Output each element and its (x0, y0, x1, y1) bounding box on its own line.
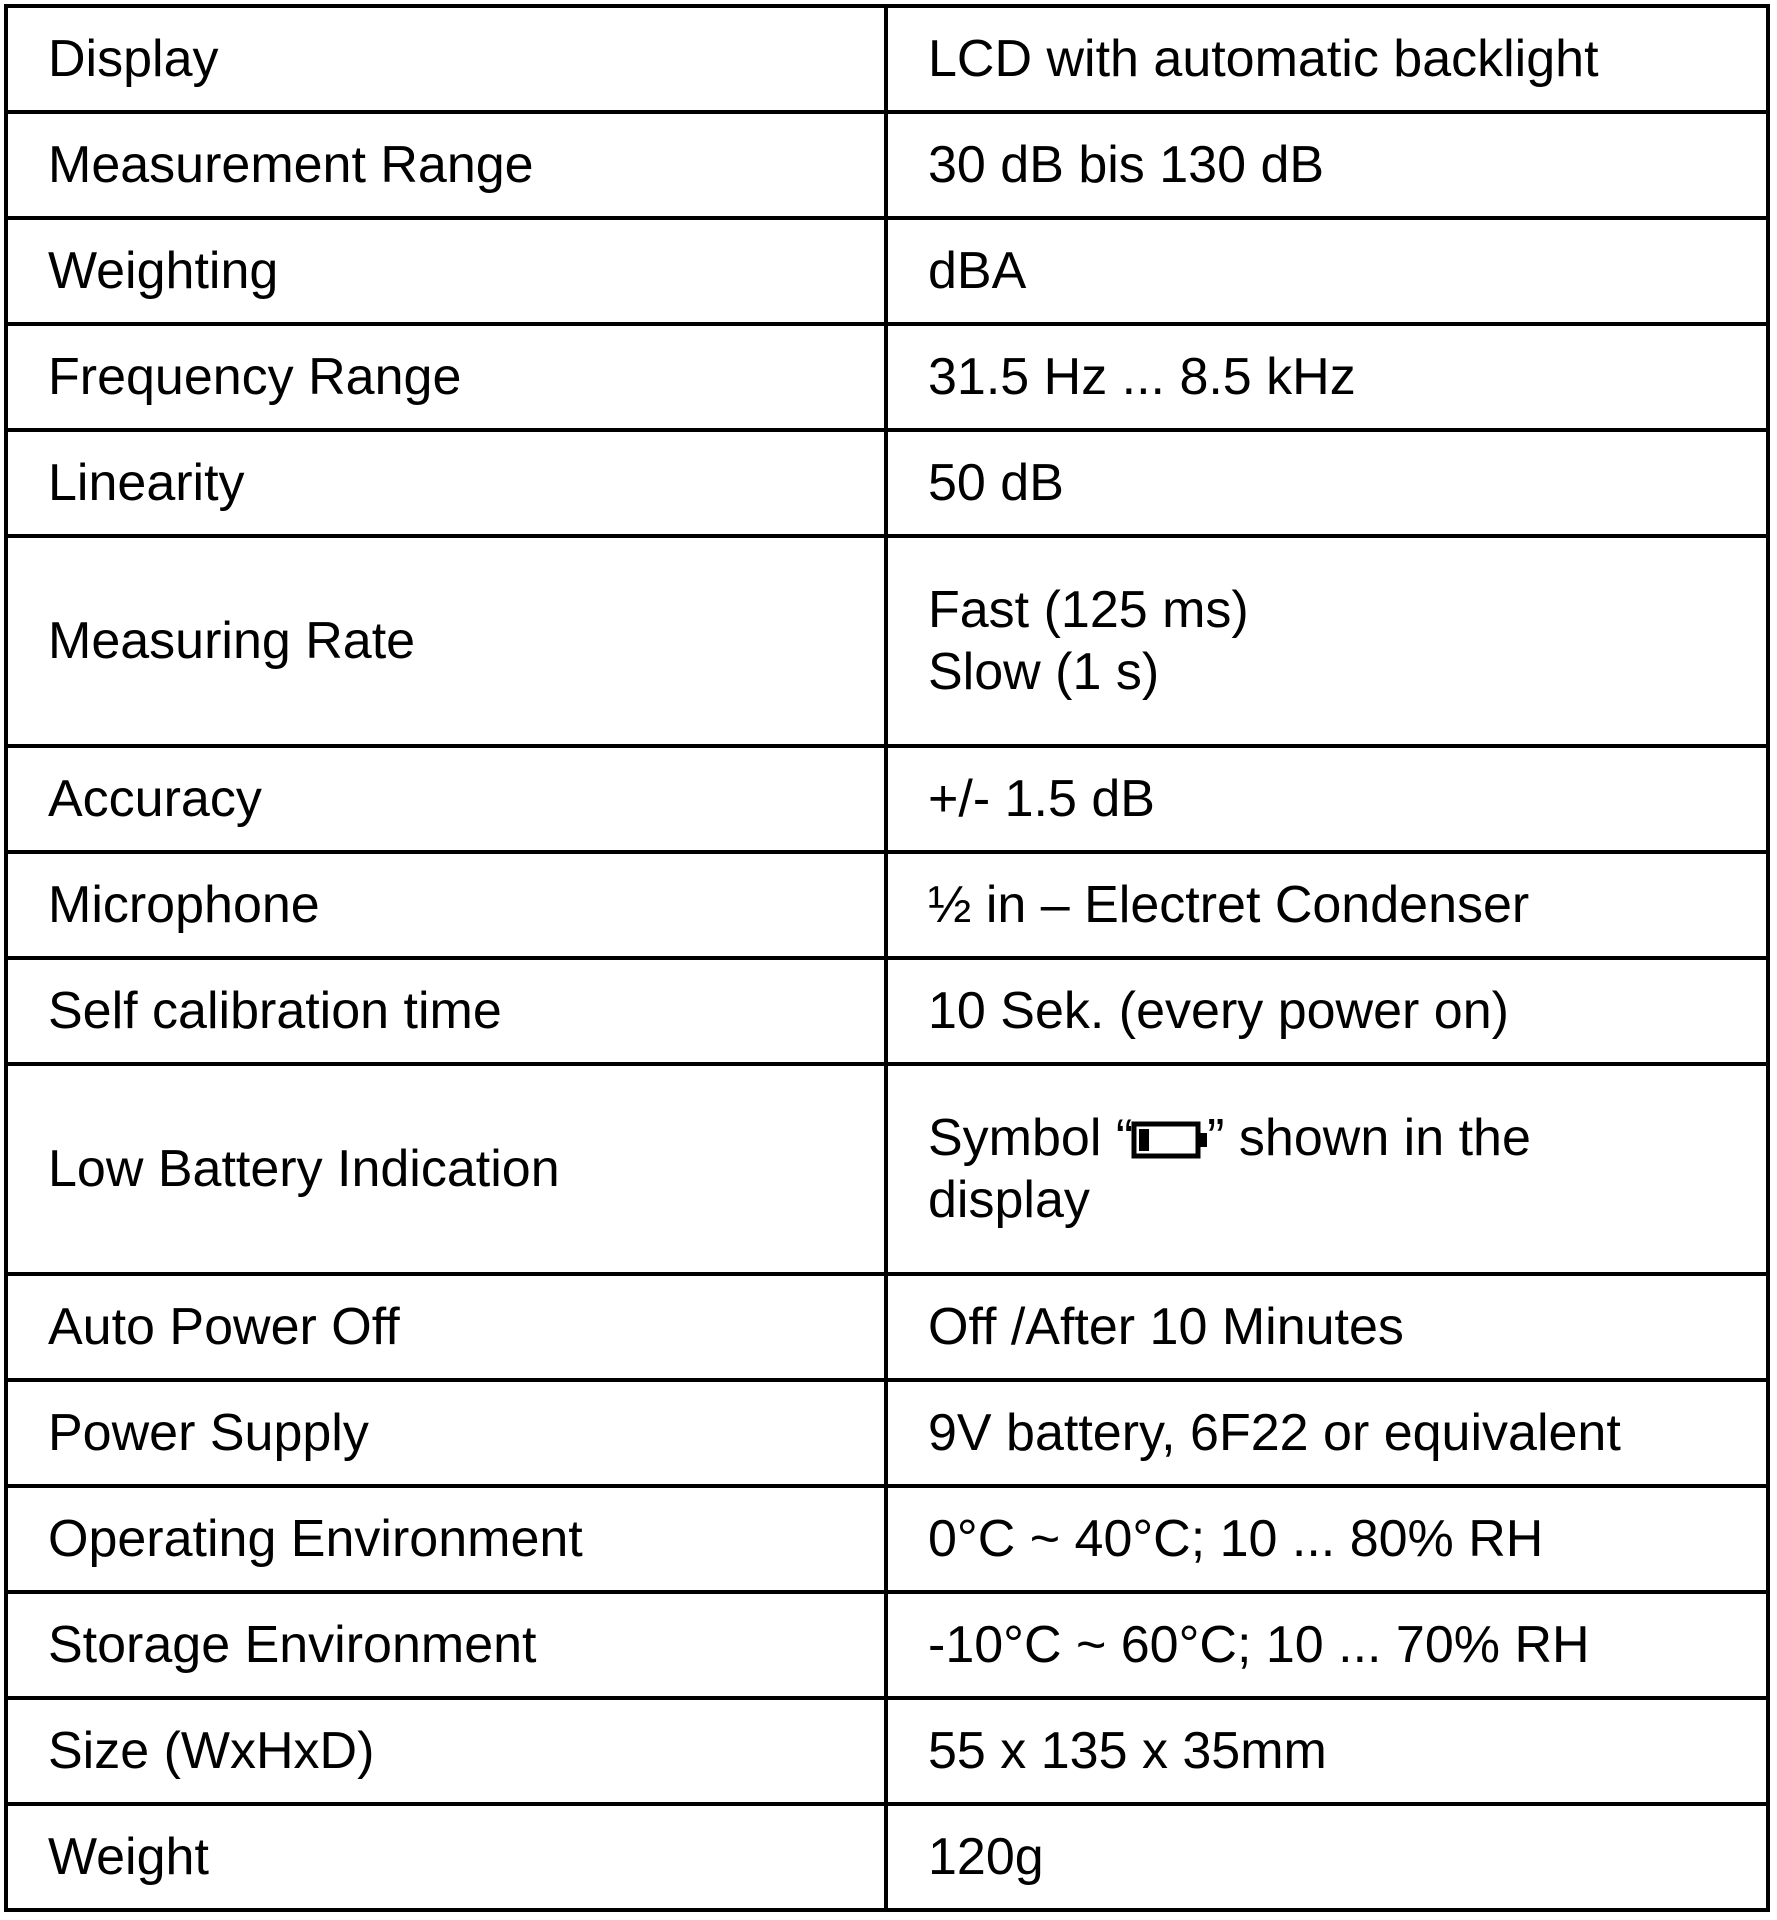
spec-value: 0°C ~ 40°C; 10 ... 80% RH (886, 1486, 1768, 1592)
spec-label: Weight (6, 1804, 886, 1910)
spec-label: Power Supply (6, 1380, 886, 1486)
table-row (6, 1486, 1768, 1592)
spec-value: -10°C ~ 60°C; 10 ... 70% RH (886, 1592, 1768, 1698)
spec-label: Display (6, 6, 886, 112)
spec-label: Operating Environment (6, 1486, 886, 1592)
table-row (6, 1064, 1768, 1274)
spec-value: 55 x 135 x 35mm (886, 1698, 1768, 1804)
table-row (6, 1698, 1768, 1804)
spec-label: Self calibration time (6, 958, 886, 1064)
table-row (6, 1804, 1768, 1910)
spec-label: Low Battery Indication (6, 1064, 886, 1274)
spec-label: Size (WxHxD) (6, 1698, 886, 1804)
spec-value-line: display (928, 1171, 1090, 1229)
table-row (6, 112, 1768, 218)
spec-label: Accuracy (6, 746, 886, 852)
table-row (6, 1380, 1768, 1486)
table-row (6, 852, 1768, 958)
spec-value-line: Slow (1 s) (928, 643, 1160, 701)
spec-value: 10 Sek. (every power on) (886, 958, 1768, 1064)
spec-value: +/- 1.5 dB (886, 746, 1768, 852)
spec-value: dBA (886, 218, 1768, 324)
spec-value (886, 1064, 1768, 1274)
spec-value: Off /After 10 Minutes (886, 1274, 1768, 1380)
spec-value: 31.5 Hz ... 8.5 kHz (886, 324, 1768, 430)
battery-icon (1131, 1121, 1209, 1159)
table-row (6, 218, 1768, 324)
spec-label: Frequency Range (6, 324, 886, 430)
spec-value-line (928, 1107, 1766, 1169)
spec-value: ½ in – Electret Condenser (886, 852, 1768, 958)
table-row (6, 746, 1768, 852)
table-row (6, 1592, 1768, 1698)
table-row (6, 430, 1768, 536)
spec-value-line: Fast (125 ms) (928, 581, 1249, 639)
spec-label: Microphone (6, 852, 886, 958)
spec-value-suffix: ” shown in the (1207, 1109, 1531, 1167)
spec-label: Auto Power Off (6, 1274, 886, 1380)
specifications-table (4, 4, 1770, 1912)
spec-value: 9V battery, 6F22 or equivalent (886, 1380, 1768, 1486)
spec-label: Storage Environment (6, 1592, 886, 1698)
spec-value: LCD with automatic backlight (886, 6, 1768, 112)
spec-value: 50 dB (886, 430, 1768, 536)
spec-label: Linearity (6, 430, 886, 536)
spec-value-prefix: Symbol “ (928, 1109, 1134, 1167)
spec-label: Weighting (6, 218, 886, 324)
spec-value: 120g (886, 1804, 1768, 1910)
spec-label: Measuring Rate (6, 536, 886, 746)
table-row (6, 958, 1768, 1064)
table-row (6, 1274, 1768, 1380)
spec-value: 30 dB bis 130 dB (886, 112, 1768, 218)
table-row (6, 536, 1768, 746)
table-row (6, 6, 1768, 112)
table-row (6, 324, 1768, 430)
spec-label: Measurement Range (6, 112, 886, 218)
spec-value (886, 536, 1768, 746)
